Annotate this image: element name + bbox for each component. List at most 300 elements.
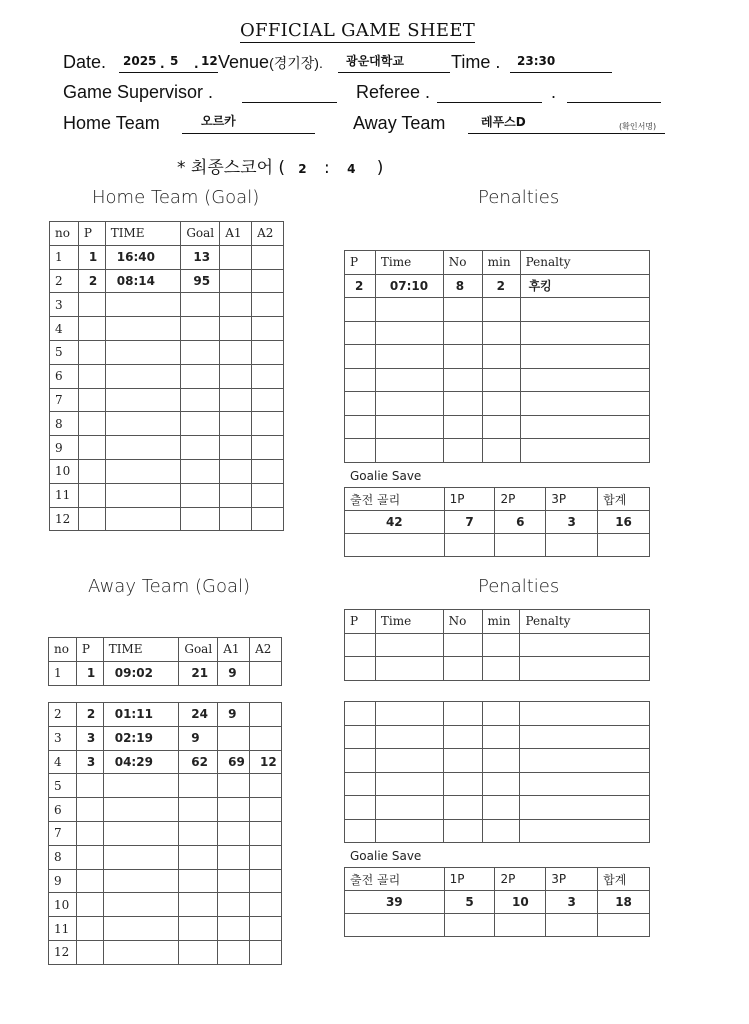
- table-row: [49, 703, 282, 727]
- table-cell: [345, 392, 376, 416]
- table-cell: 2: [482, 274, 520, 298]
- table-cell: 후킹: [520, 274, 649, 298]
- table-cell: 2: [76, 703, 103, 727]
- table-cell: [482, 321, 520, 345]
- table-header-cell: P: [345, 251, 376, 275]
- table-cell: 69: [218, 750, 250, 774]
- table-cell: [252, 245, 284, 269]
- table-cell: [220, 412, 252, 436]
- table-cell: [105, 340, 181, 364]
- table-cell: 5: [444, 891, 495, 914]
- table-cell: [250, 726, 282, 750]
- table-cell: [181, 483, 220, 507]
- table-row: [345, 725, 650, 749]
- table-cell: [375, 772, 443, 796]
- date-day: 12: [201, 54, 218, 68]
- table-cell: [598, 534, 650, 557]
- table-header-cell: 3P: [546, 488, 598, 511]
- table-cell: [103, 774, 179, 798]
- table-cell: 3: [546, 891, 598, 914]
- table-cell: [250, 661, 282, 685]
- table-cell: [179, 845, 218, 869]
- table-cell: 2: [345, 274, 376, 298]
- table-cell: [103, 893, 179, 917]
- table-header-cell: no: [49, 638, 77, 662]
- table-cell: [250, 869, 282, 893]
- table-cell: [78, 483, 105, 507]
- table-cell: 6: [50, 364, 79, 388]
- table-header-cell: min: [482, 610, 520, 634]
- table-header-cell: TIME: [105, 222, 181, 246]
- table-cell: [220, 507, 252, 531]
- table-row: [49, 774, 282, 798]
- home-team-line: [182, 133, 315, 134]
- table-cell: [252, 459, 284, 483]
- table-cell: 7: [444, 511, 495, 534]
- table-row: [50, 412, 284, 436]
- table-row: [345, 702, 650, 726]
- table-cell: [252, 269, 284, 293]
- table-row: [49, 661, 282, 685]
- table-cell: [179, 869, 218, 893]
- table-cell: [345, 796, 376, 820]
- away-team-value: 레푸스D: [481, 115, 526, 129]
- table-cell: [103, 798, 179, 822]
- table-cell: [345, 415, 376, 439]
- table-header-cell: 2P: [495, 488, 546, 511]
- table-cell: [443, 415, 482, 439]
- table-cell: [443, 345, 482, 369]
- table-row: [49, 821, 282, 845]
- table-cell: 3: [546, 511, 598, 534]
- table-cell: [105, 364, 181, 388]
- table-cell: 13: [181, 245, 220, 269]
- table-cell: [375, 796, 443, 820]
- supervisor-label: Game Supervisor .: [63, 82, 214, 102]
- table-cell: [252, 340, 284, 364]
- table-header-cell: 1P: [444, 868, 495, 891]
- table-cell: [179, 821, 218, 845]
- table-cell: 2: [49, 703, 77, 727]
- table-cell: [220, 436, 252, 460]
- table-cell: [345, 298, 376, 322]
- table-header-cell: 2P: [495, 868, 546, 891]
- table-cell: [375, 439, 443, 463]
- table-cell: 11: [50, 483, 79, 507]
- table-cell: [375, 819, 443, 843]
- table-cell: 24: [179, 703, 218, 727]
- table-cell: [250, 940, 282, 964]
- table-cell: [218, 798, 250, 822]
- table-cell: [220, 364, 252, 388]
- table-cell: [520, 321, 649, 345]
- table-cell: [181, 412, 220, 436]
- table-cell: [78, 388, 105, 412]
- table-cell: [520, 415, 649, 439]
- venue-label: [218, 51, 323, 74]
- table-cell: [218, 845, 250, 869]
- table-row: [345, 321, 650, 345]
- table-row: [50, 293, 284, 317]
- table-cell: [220, 317, 252, 341]
- table-cell: [250, 821, 282, 845]
- table-cell: [443, 749, 482, 773]
- table-cell: [78, 317, 105, 341]
- table-cell: 5: [49, 774, 77, 798]
- table-cell: [252, 436, 284, 460]
- table-cell: [218, 726, 250, 750]
- table-cell: 42: [345, 511, 445, 534]
- table-header-cell: min: [482, 251, 520, 275]
- table-header-row: [345, 251, 650, 275]
- table-cell: [375, 415, 443, 439]
- table-cell: [375, 368, 443, 392]
- table-row: [345, 345, 650, 369]
- table-header-row: [345, 868, 650, 891]
- table-cell: [76, 940, 103, 964]
- table-row: [345, 633, 650, 657]
- table-cell: [220, 459, 252, 483]
- table-row: [50, 317, 284, 341]
- table-cell: [76, 845, 103, 869]
- table-cell: [375, 392, 443, 416]
- table-cell: [220, 340, 252, 364]
- table-header-cell: No: [443, 610, 482, 634]
- table-row: [345, 534, 650, 557]
- table-header-row: [345, 610, 650, 634]
- table-cell: 8: [49, 845, 77, 869]
- table-row: [49, 917, 282, 941]
- table-cell: [179, 774, 218, 798]
- table-header-cell: Goal: [179, 638, 218, 662]
- table-cell: 3: [76, 726, 103, 750]
- table-cell: [520, 633, 650, 657]
- away-goalie-save-label: Goalie Save: [350, 849, 422, 863]
- table-row: [50, 436, 284, 460]
- table-cell: [345, 633, 376, 657]
- table-header-cell: TIME: [103, 638, 179, 662]
- table-row: [49, 940, 282, 964]
- table-cell: [220, 293, 252, 317]
- venue-label-sub: (경기장).: [269, 55, 323, 71]
- table-cell: [220, 483, 252, 507]
- table-cell: [345, 914, 445, 937]
- table-cell: 3: [76, 750, 103, 774]
- table-cell: 3: [49, 726, 77, 750]
- table-cell: 1: [50, 245, 79, 269]
- table-cell: [495, 914, 546, 937]
- table-cell: [520, 702, 650, 726]
- table-cell: [482, 819, 520, 843]
- table-cell: [181, 317, 220, 341]
- table-cell: [179, 917, 218, 941]
- table-cell: [345, 345, 376, 369]
- table-cell: [520, 657, 650, 681]
- table-cell: [218, 940, 250, 964]
- table-row: [345, 891, 650, 914]
- table-cell: [482, 345, 520, 369]
- table-cell: [105, 412, 181, 436]
- table-cell: [482, 298, 520, 322]
- table-row: [345, 772, 650, 796]
- table-cell: 95: [181, 269, 220, 293]
- table-cell: [482, 702, 520, 726]
- table-cell: [181, 459, 220, 483]
- home-goalie-save-label: Goalie Save: [350, 469, 422, 483]
- table-header-row: [345, 488, 650, 511]
- table-cell: [482, 725, 520, 749]
- table-header-cell: P: [345, 610, 376, 634]
- venue-label-text: Venue: [218, 52, 270, 72]
- table-row: [345, 511, 650, 534]
- table-header-cell: 합계: [598, 868, 650, 891]
- extra-dot: .: [551, 82, 557, 102]
- home-team-value: 오르카: [201, 114, 236, 128]
- table-header-cell: Penalty: [520, 251, 649, 275]
- table-header-cell: Time: [375, 610, 443, 634]
- final-score-home: 2: [298, 162, 307, 176]
- table-cell: [375, 321, 443, 345]
- table-cell: [103, 917, 179, 941]
- table-cell: 12: [250, 750, 282, 774]
- table-cell: [598, 914, 650, 937]
- table-cell: [482, 657, 520, 681]
- table-header-cell: A1: [218, 638, 250, 662]
- table-cell: [443, 772, 482, 796]
- table-cell: [78, 293, 105, 317]
- table-header-cell: 1P: [444, 488, 495, 511]
- table-cell: 16: [598, 511, 650, 534]
- table-cell: [250, 703, 282, 727]
- table-row: [345, 298, 650, 322]
- away-penalties-title: Penalties: [478, 576, 560, 597]
- away-goal-title: Away Team (Goal): [88, 576, 251, 597]
- time-line: [510, 72, 612, 73]
- table-cell: [375, 633, 443, 657]
- table-header-cell: P: [78, 222, 105, 246]
- table-cell: [520, 819, 650, 843]
- table-cell: [345, 819, 376, 843]
- table-cell: [443, 725, 482, 749]
- table-cell: [252, 293, 284, 317]
- table-cell: 4: [49, 750, 77, 774]
- table-cell: 62: [179, 750, 218, 774]
- table-header-cell: No: [443, 251, 482, 275]
- table-row: [49, 869, 282, 893]
- table-cell: [78, 364, 105, 388]
- table-cell: [250, 774, 282, 798]
- table-cell: 12: [50, 507, 79, 531]
- table-cell: 1: [76, 661, 103, 685]
- table-row: [50, 507, 284, 531]
- table-cell: [482, 368, 520, 392]
- table-cell: [218, 893, 250, 917]
- table-cell: [250, 798, 282, 822]
- table-cell: [345, 725, 376, 749]
- table-cell: [105, 459, 181, 483]
- table-cell: [443, 819, 482, 843]
- table-cell: [444, 534, 495, 557]
- table-cell: [105, 483, 181, 507]
- final-score: [177, 157, 383, 180]
- away-team-line: [468, 133, 665, 134]
- table-cell: 09:02: [103, 661, 179, 685]
- table-cell: [105, 436, 181, 460]
- table-cell: [375, 702, 443, 726]
- table-header-cell: 합계: [598, 488, 650, 511]
- table-header-row: [49, 638, 282, 662]
- table-cell: [179, 798, 218, 822]
- table-header-cell: A1: [220, 222, 252, 246]
- table-cell: [375, 725, 443, 749]
- table-cell: [375, 345, 443, 369]
- table-cell: 9: [50, 436, 79, 460]
- table-cell: 10: [50, 459, 79, 483]
- table-cell: [78, 412, 105, 436]
- table-cell: [546, 914, 598, 937]
- table-cell: 7: [49, 821, 77, 845]
- table-cell: [105, 293, 181, 317]
- table-row: [345, 796, 650, 820]
- final-score-close: ): [376, 158, 384, 178]
- signature-note: (확인서명): [619, 122, 657, 131]
- table-row: [50, 245, 284, 269]
- away-penalties-table-top: [344, 609, 650, 681]
- table-row: [345, 749, 650, 773]
- table-cell: 10: [495, 891, 546, 914]
- table-cell: [78, 459, 105, 483]
- table-cell: [179, 893, 218, 917]
- table-cell: [443, 392, 482, 416]
- table-row: [50, 340, 284, 364]
- table-cell: [482, 392, 520, 416]
- table-row: [49, 798, 282, 822]
- table-cell: [252, 507, 284, 531]
- table-cell: 9: [49, 869, 77, 893]
- table-cell: [520, 345, 649, 369]
- table-cell: [495, 534, 546, 557]
- table-cell: [443, 321, 482, 345]
- table-cell: 2: [50, 269, 79, 293]
- table-cell: [105, 388, 181, 412]
- table-cell: [103, 821, 179, 845]
- table-cell: [250, 917, 282, 941]
- table-row: [345, 392, 650, 416]
- table-cell: [252, 483, 284, 507]
- table-cell: [520, 749, 650, 773]
- time-label: Time .: [451, 52, 501, 72]
- table-cell: [520, 796, 650, 820]
- table-header-cell: no: [50, 222, 79, 246]
- date-month: 5: [170, 54, 179, 68]
- table-row: [49, 726, 282, 750]
- table-cell: [482, 415, 520, 439]
- table-cell: [76, 917, 103, 941]
- home-goals-table: [49, 221, 284, 531]
- table-cell: [375, 749, 443, 773]
- table-row: [345, 914, 650, 937]
- table-header-cell: 출전 골리: [345, 868, 445, 891]
- table-cell: [482, 772, 520, 796]
- table-cell: [252, 317, 284, 341]
- table-cell: [252, 388, 284, 412]
- date-line: [119, 72, 218, 73]
- table-row: [345, 274, 650, 298]
- date-year: 2025: [123, 54, 157, 68]
- table-cell: 1: [49, 661, 77, 685]
- table-cell: [250, 845, 282, 869]
- table-cell: [103, 869, 179, 893]
- table-row: [50, 269, 284, 293]
- table-cell: 6: [495, 511, 546, 534]
- table-cell: [345, 439, 376, 463]
- final-score-away: 4: [347, 162, 356, 176]
- table-cell: [482, 796, 520, 820]
- table-cell: [345, 534, 445, 557]
- table-header-cell: 출전 골리: [345, 488, 445, 511]
- table-cell: 2: [78, 269, 105, 293]
- table-cell: [250, 893, 282, 917]
- table-cell: [345, 321, 376, 345]
- table-cell: 39: [345, 891, 445, 914]
- table-cell: [218, 917, 250, 941]
- table-cell: [520, 368, 649, 392]
- table-header-row: [50, 222, 284, 246]
- table-cell: [482, 633, 520, 657]
- table-cell: [76, 821, 103, 845]
- table-cell: [76, 869, 103, 893]
- table-row: [50, 459, 284, 483]
- home-goalie-table: [344, 487, 650, 557]
- table-cell: 6: [49, 798, 77, 822]
- table-cell: [345, 702, 376, 726]
- table-cell: [105, 507, 181, 531]
- table-cell: [220, 388, 252, 412]
- table-cell: [181, 364, 220, 388]
- table-cell: [179, 940, 218, 964]
- date-dot-2: .: [194, 57, 199, 71]
- table-cell: [218, 821, 250, 845]
- table-cell: [345, 749, 376, 773]
- away-team-label: Away Team: [353, 113, 446, 133]
- table-cell: 04:29: [103, 750, 179, 774]
- table-cell: 1: [78, 245, 105, 269]
- table-cell: 9: [218, 703, 250, 727]
- table-row: [345, 819, 650, 843]
- table-row: [50, 388, 284, 412]
- date-label: Date.: [63, 52, 107, 72]
- table-cell: [520, 772, 650, 796]
- table-cell: [345, 657, 376, 681]
- table-cell: [103, 845, 179, 869]
- table-cell: 9: [179, 726, 218, 750]
- table-row: [345, 415, 650, 439]
- sheet-title: OFFICIAL GAME SHEET: [240, 20, 476, 41]
- table-cell: [181, 293, 220, 317]
- home-goal-title: Home Team (Goal): [92, 187, 260, 208]
- table-cell: [220, 269, 252, 293]
- table-cell: [181, 388, 220, 412]
- table-cell: [252, 412, 284, 436]
- table-header-cell: A2: [252, 222, 284, 246]
- table-header-cell: Penalty: [520, 610, 650, 634]
- table-cell: [443, 298, 482, 322]
- table-cell: [76, 798, 103, 822]
- home-team-label: Home Team: [63, 113, 160, 133]
- table-cell: 8: [50, 412, 79, 436]
- table-cell: 08:14: [105, 269, 181, 293]
- table-cell: [105, 317, 181, 341]
